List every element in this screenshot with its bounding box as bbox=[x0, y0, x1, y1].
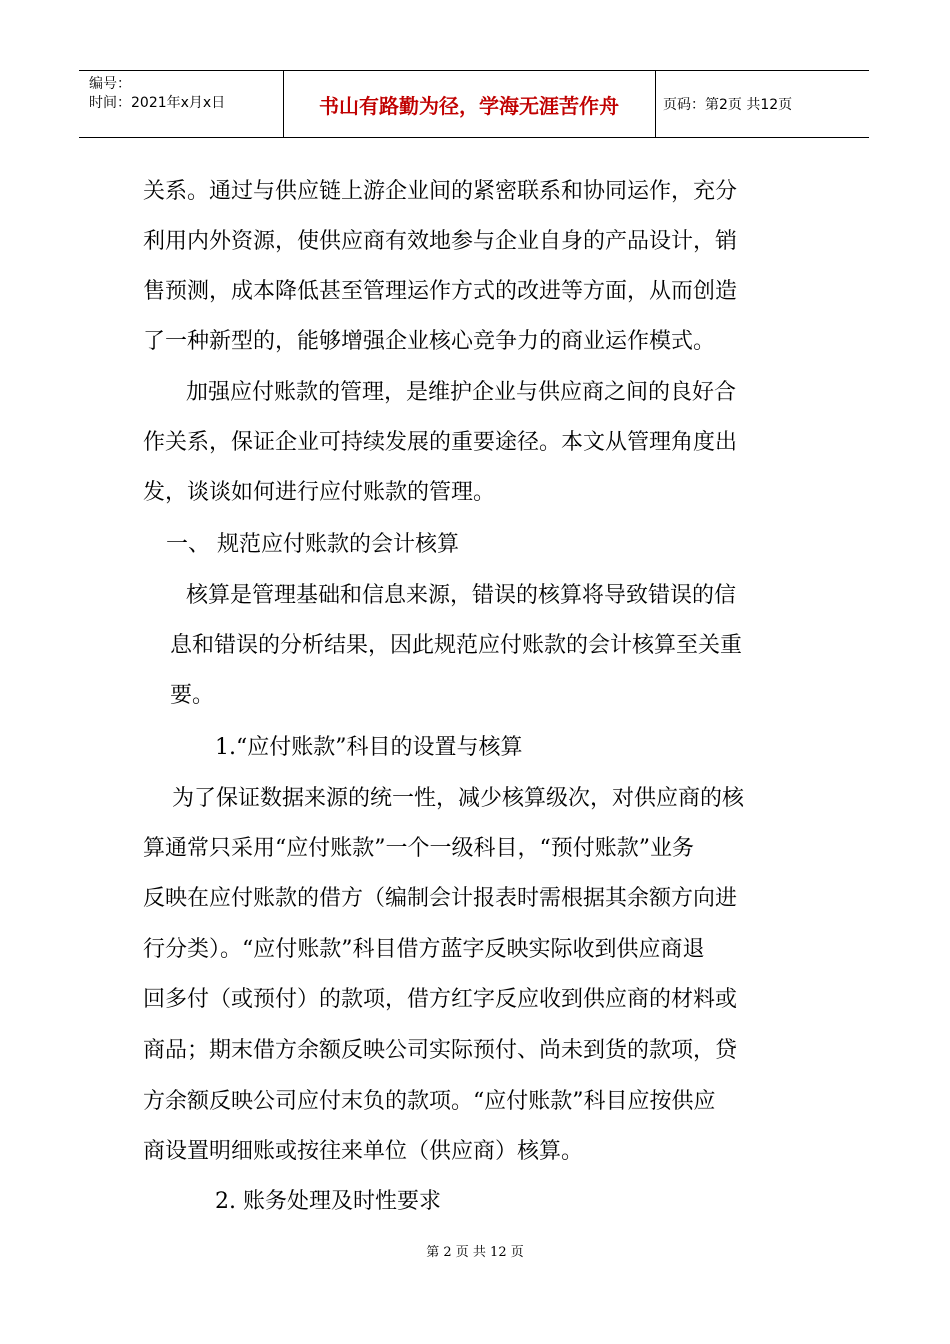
body-line: 发，谈谈如何进行应付账款的管理。 bbox=[143, 480, 496, 505]
section-heading: 一、 规范应付账款的会计核算 bbox=[166, 532, 459, 557]
header-divider bbox=[655, 71, 656, 137]
body-line: 反映在应付账款的借方（编制会计报表时需根据其余额方向进 bbox=[143, 886, 738, 911]
body-line: 关系。通过与供应链上游企业间的紧密联系和协同运作，充分 bbox=[143, 179, 738, 204]
subsection-heading: 2. 账务处理及时性要求 bbox=[215, 1189, 441, 1214]
body-line: 方余额反映公司应付末负的款项。“应付账款”科目应按供应 bbox=[143, 1089, 716, 1114]
body-line: 为了保证数据来源的统一性，减少核算级次，对供应商的核 bbox=[172, 786, 745, 811]
body-line: 商品；期末借方余额反映公司实际预付、尚未到货的款项，贷 bbox=[143, 1038, 738, 1063]
page-footer: 第 2 页 共 12 页 bbox=[426, 1245, 524, 1260]
body-line: 核算是管理基础和信息来源，错误的核算将导致错误的信 bbox=[186, 583, 737, 608]
header-page-info: 页码：第2页 共12页 bbox=[663, 97, 793, 113]
body-line: 了一种新型的，能够增强企业核心竞争力的商业运作模式。 bbox=[143, 329, 716, 354]
body-line: 售预测，成本降低甚至管理运作方式的改进等方面，从而创造 bbox=[143, 279, 738, 304]
body-line: 商设置明细账或按往来单位（供应商）核算。 bbox=[143, 1139, 584, 1164]
body-line: 加强应付账款的管理，是维护企业与供应商之间的良好合 bbox=[186, 380, 737, 405]
body-line: 要。 bbox=[170, 683, 215, 708]
body-line: 息和错误的分析结果，因此规范应付账款的会计核算至关重 bbox=[170, 633, 743, 658]
document-number-label: 编号： bbox=[89, 76, 131, 92]
body-line: 作关系，保证企业可持续发展的重要途径。本文从管理角度出 bbox=[143, 430, 738, 455]
body-line: 行分类）。“应付账款”科目借方蓝字反映实际收到供应商退 bbox=[143, 937, 705, 962]
body-line: 算通常只采用“应付账款”一个一级科目，“预付账款”业务 bbox=[143, 836, 694, 861]
body-line: 回多付（或预付）的款项，借方红字反应收到供应商的材料或 bbox=[143, 987, 738, 1012]
subsection-heading: 1.“应付账款”科目的设置与核算 bbox=[215, 735, 523, 760]
header-meta bbox=[89, 75, 225, 113]
body-line: 利用内外资源，使供应商有效地参与企业自身的产品设计，销 bbox=[143, 229, 738, 254]
header-slogan: 书山有路勤为径，学海无涯苦作舟 bbox=[319, 93, 619, 118]
page-header bbox=[79, 70, 869, 138]
document-time-label: 时间：2021年x月x日 bbox=[89, 95, 226, 111]
